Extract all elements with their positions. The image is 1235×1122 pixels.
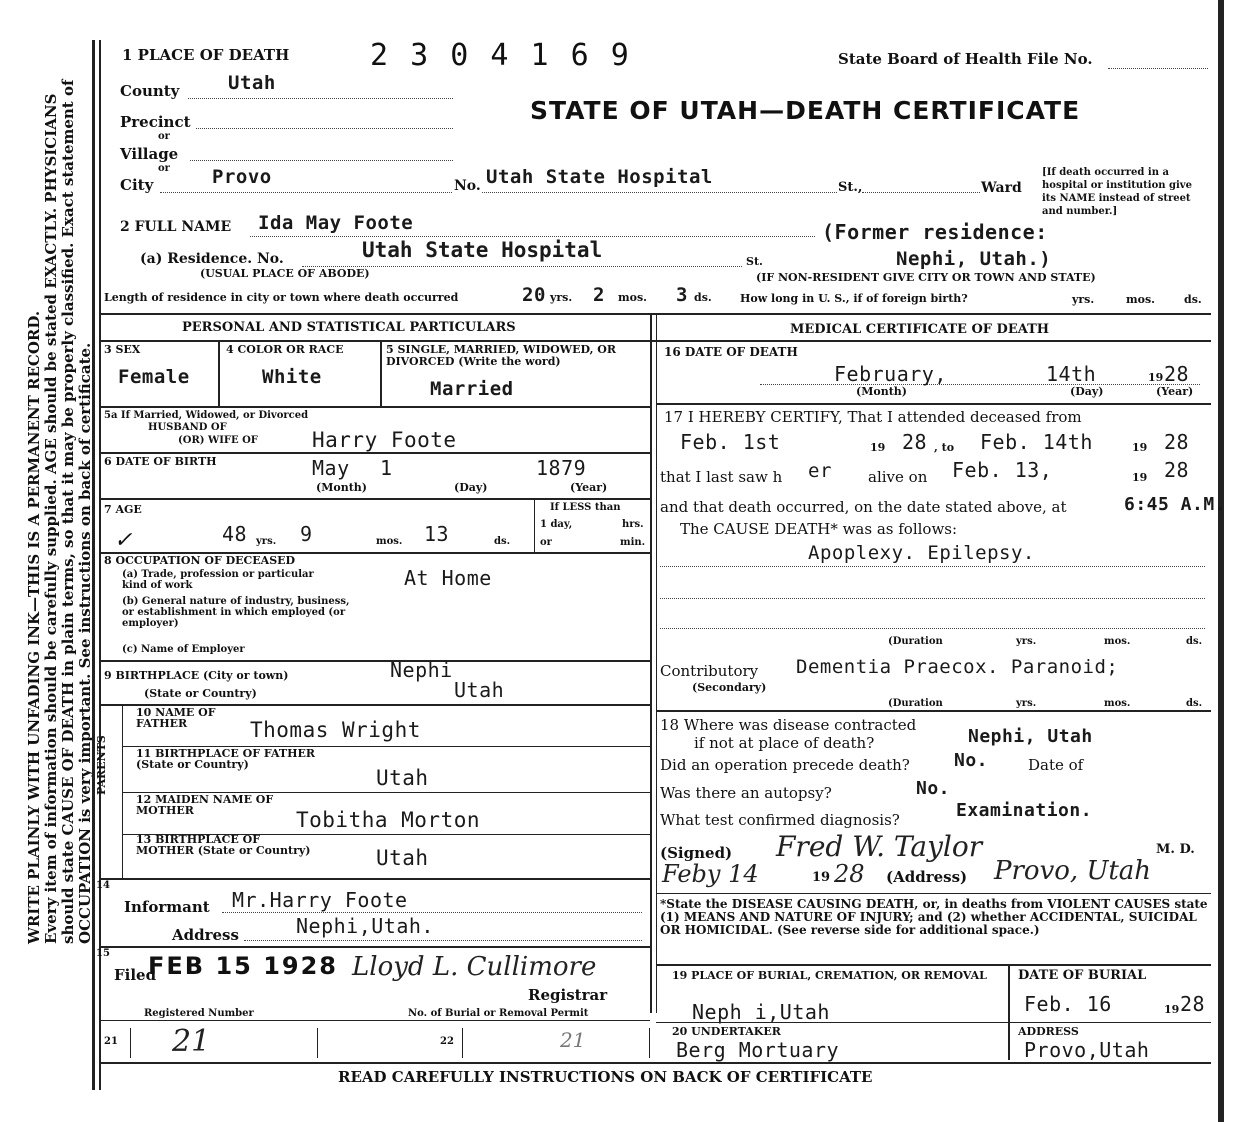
attended-to-date: Feb. 14th — [980, 430, 1093, 454]
birthplace-state-label: (State or Country) — [144, 687, 257, 700]
birthplace-label: 9 BIRTHPLACE (City or town) — [104, 669, 289, 682]
min-label: min. — [620, 537, 646, 548]
date-of-label: Date of — [1028, 756, 1084, 774]
age-ds-label: ds. — [494, 536, 511, 547]
contributory-value: Dementia Praecox. Paranoid; — [796, 656, 1119, 678]
color-value: White — [262, 366, 322, 388]
registrar-label: Registrar — [528, 986, 608, 1004]
autopsy-value: No. — [916, 778, 951, 799]
test-value: Examination. — [956, 800, 1093, 821]
mother-birthplace: Utah — [376, 846, 429, 870]
city-value: Provo — [212, 166, 272, 188]
village-label: Village — [120, 145, 179, 163]
undertaker-label: 20 UNDERTAKER — [672, 1025, 781, 1038]
duration-mos-1: mos. — [1104, 636, 1131, 647]
permit-index: 22 — [440, 1036, 454, 1047]
usual-abode-label: (USUAL PLACE OF ABODE) — [200, 267, 370, 280]
medical-section-header: MEDICAL CERTIFICATE OF DEATH — [790, 322, 1050, 337]
duration-ds-1: ds. — [1186, 636, 1203, 647]
or-min-label: or — [540, 537, 552, 548]
length-yrs-label: yrs. — [550, 291, 573, 304]
side-line-3: should state CAUSE OF DEATH in plain terms, so that it may be properly classified. Exact statement of — [59, 79, 77, 944]
hrs-label: hrs. — [622, 519, 644, 530]
burial-date: Feb. 16 — [1024, 992, 1112, 1016]
undertaker-address: Provo,Utah — [1024, 1038, 1150, 1062]
occupation-c-label: (c) Name of Employer — [122, 644, 245, 655]
certificate-title: STATE OF UTAH—DEATH CERTIFICATE — [530, 96, 1081, 125]
sex-label: 3 SEX — [104, 343, 141, 356]
ward-note: [If death occurred in a hospital or institution give its NAME instead of street and number.] — [1042, 167, 1192, 217]
undertaker-address-label: ADDRESS — [1018, 1025, 1079, 1038]
informant-value: Mr.Harry Foote — [232, 888, 408, 912]
spouse-label-2: HUSBAND OF — [148, 422, 227, 433]
last-saw-year-prefix: 19 — [1132, 471, 1148, 484]
dob-day-label: (Day) — [454, 481, 488, 494]
precinct-label: Precinct — [120, 113, 191, 131]
sig-address-value: Provo, Utah — [994, 856, 1152, 886]
duration-yrs-2: yrs. — [1016, 698, 1037, 709]
form-border-left — [92, 40, 95, 1090]
personal-section-header: PERSONAL AND STATISTICAL PARTICULARS — [182, 320, 516, 335]
disease-contracted-label-2: if not at place of death? — [694, 734, 875, 752]
mother-birthplace-label: 13 BIRTHPLACE OF MOTHER (State or Country) — [136, 833, 311, 857]
signed-year-prefix: 19 — [812, 870, 831, 885]
father-name-label: 10 NAME OF FATHER — [136, 706, 216, 730]
death-month: February, — [834, 362, 947, 386]
file-no-label: State Board of Health File No. — [838, 50, 1093, 68]
sex-value: Female — [118, 366, 190, 388]
cause-value: Apoplexy. Epilepsy. — [808, 542, 1035, 564]
filed-label: Filed — [114, 966, 157, 984]
dob-year: 1879 — [536, 456, 587, 480]
death-occurred-label: and that death occurred, on the date stated above, at — [660, 498, 1067, 516]
st-label: St., — [838, 180, 863, 195]
side-line-4: OCCUPATION is very important. See instructions on back of certificate. — [76, 342, 94, 944]
side-instructions — [25, 79, 94, 944]
burial-permit-label: No. of Burial or Removal Permit — [408, 1008, 589, 1019]
death-month-label: (Month) — [856, 385, 907, 398]
burial-date-label: DATE OF BURIAL — [1018, 968, 1147, 983]
filed-number: 15 — [96, 948, 110, 959]
registered-number-value: 21 — [172, 1024, 211, 1059]
informant-address: Nephi,Utah. — [296, 914, 434, 938]
md-label: M. D. — [1156, 842, 1195, 857]
signed-label: (Signed) — [660, 844, 733, 862]
operation-value: No. — [954, 750, 989, 771]
duration-ds-2: ds. — [1186, 698, 1203, 709]
duration-label-1: (Duration — [888, 636, 943, 647]
non-resident-label: (IF NON-RESIDENT GIVE CITY OR TOWN AND STATE) — [756, 271, 1096, 284]
form-border-right — [1218, 0, 1224, 1122]
place-of-death-label: 1 PLACE OF DEATH — [122, 46, 290, 64]
residence-value: Utah State Hospital — [362, 238, 603, 262]
color-label: 4 COLOR OR RACE — [226, 343, 344, 356]
age-ds-value: 13 — [424, 522, 450, 546]
age-yrs-value: 48 — [222, 522, 248, 546]
address-label: Address — [172, 926, 239, 944]
attended-to-year: 28 — [1164, 430, 1190, 454]
father-name: Thomas Wright — [250, 718, 421, 742]
length-mos-label: mos. — [618, 291, 647, 304]
city-label: City — [120, 176, 154, 194]
burial-place-value: Neph i,Utah — [692, 1000, 830, 1024]
footer-instructions: READ CAREFULLY INSTRUCTIONS ON BACK OF CERTIFICATE — [338, 1068, 873, 1086]
occupation-b-label: (b) General nature of industry, business, or establishment in which employed (or employer) — [122, 596, 350, 629]
residence-st-label: St. — [746, 255, 763, 268]
county-label: County — [120, 82, 180, 100]
dob-day: 1 — [380, 456, 393, 480]
duration-mos-2: mos. — [1104, 698, 1131, 709]
sig-address-label: (Address) — [886, 868, 968, 886]
to-year-prefix: 19 — [1132, 441, 1148, 454]
dob-month-label: (Month) — [316, 481, 367, 494]
burial-place-label: 19 PLACE OF BURIAL, CREMATION, OR REMOVAL — [672, 969, 987, 982]
dob-month: May — [312, 456, 350, 480]
from-year-prefix: 19 — [870, 441, 886, 454]
informant-label: Informant — [124, 898, 210, 916]
death-year-label: (Year) — [1156, 385, 1194, 398]
birthplace-state: Utah — [454, 678, 505, 702]
spouse-value: Harry Foote — [312, 428, 457, 452]
permit-box — [462, 1028, 650, 1058]
death-time: 6:45 A.M. — [1124, 494, 1227, 515]
ward-label: Ward — [981, 180, 1022, 196]
parents-label: PARENTS — [95, 735, 108, 795]
last-saw-year: 28 — [1164, 458, 1190, 482]
dob-label: 6 DATE OF BIRTH — [104, 455, 217, 468]
former-city-value: Nephi, Utah.) — [896, 248, 1052, 270]
institution-value: Utah State Hospital — [486, 166, 713, 188]
burial-year: 28 — [1180, 992, 1206, 1016]
to-label: , to — [934, 441, 955, 454]
side-line-1: WRITE PLAINLY WITH UNFADING INK—THIS IS A PERMANENT RECORD. — [25, 310, 43, 944]
no-label: No. — [454, 178, 481, 194]
last-saw-pronoun: er — [808, 460, 832, 482]
age-mos-value: 9 — [300, 522, 313, 546]
length-yrs-value: 20 — [522, 284, 546, 306]
cause-label: The CAUSE DEATH* was as follows: — [680, 520, 958, 538]
physician-signature: Fred W. Taylor — [776, 830, 983, 863]
death-year: 28 — [1164, 362, 1190, 386]
disease-contracted-value: Nephi, Utah — [968, 726, 1093, 747]
death-day: 14th — [1046, 362, 1097, 386]
occupation-value: At Home — [404, 566, 492, 590]
spouse-label-1: 5a If Married, Widowed, or Divorced — [104, 410, 309, 421]
foreign-birth-label: How long in U. S., if of foreign birth? — [740, 292, 968, 305]
former-residence-label: (Former residence: — [822, 220, 1048, 244]
last-saw-date: Feb. 13, — [952, 458, 1053, 482]
autopsy-label: Was there an autopsy? — [660, 784, 832, 802]
date-of-death-label: 16 DATE OF DEATH — [664, 345, 798, 359]
length-ds-value: 3 — [676, 284, 688, 306]
foreign-mos-label: mos. — [1126, 293, 1155, 306]
full-name-label: 2 FULL NAME — [120, 219, 232, 235]
occupation-a-label: (a) Trade, profession or particular kind of work — [122, 569, 314, 591]
age-checkmark: ✓ — [114, 528, 133, 553]
county-value: Utah — [228, 72, 276, 94]
disease-contracted-label-1: 18 Where was disease contracted — [660, 716, 917, 734]
foreign-ds-label: ds. — [1184, 293, 1202, 306]
less-than-label: If LESS than — [550, 502, 621, 513]
age-mos-label: mos. — [376, 536, 403, 547]
occupation-label: 8 OCCUPATION OF DECEASED — [104, 554, 296, 567]
operation-label: Did an operation precede death? — [660, 756, 910, 774]
one-day-label: 1 day, — [540, 519, 573, 530]
father-birthplace-label: 11 BIRTHPLACE OF FATHER (State or Country) — [136, 747, 316, 771]
length-residence-label: Length of residence in city or town where death occurred — [104, 291, 459, 304]
certify-text: 17 I HEREBY CERTIFY, That I attended deceased from — [664, 408, 1082, 426]
registrar-signature: Lloyd L. Cullimore — [352, 952, 597, 982]
duration-yrs-1: yrs. — [1016, 636, 1037, 647]
duration-label-2: (Duration — [888, 698, 943, 709]
informant-number: 14 — [96, 880, 110, 891]
or-label-1: or — [158, 131, 170, 142]
death-day-label: (Day) — [1070, 385, 1104, 398]
length-mos-value: 2 — [593, 284, 605, 306]
length-ds-label: ds. — [694, 291, 712, 304]
test-label: What test confirmed diagnosis? — [660, 811, 900, 829]
reg-number-box — [130, 1028, 318, 1058]
form-border-left-inner — [99, 40, 101, 1090]
age-label: 7 AGE — [104, 503, 142, 516]
father-birthplace: Utah — [376, 766, 429, 790]
secondary-label: (Secondary) — [692, 681, 767, 694]
or-label-2: or — [158, 163, 170, 174]
burial-year-prefix: 19 — [1164, 1003, 1180, 1016]
marital-value: Married — [430, 378, 514, 400]
full-name-value: Ida May Foote — [258, 212, 414, 234]
death-year-prefix: 19 — [1148, 371, 1164, 384]
mother-name-label: 12 MAIDEN NAME OF MOTHER — [136, 793, 274, 817]
reg-number-index: 21 — [104, 1036, 118, 1047]
marital-label: 5 SINGLE, MARRIED, WIDOWED, OR DIVORCED (Write the word) — [386, 343, 617, 368]
age-yrs-label: yrs. — [256, 536, 277, 547]
signed-year: 28 — [834, 860, 865, 888]
residence-label: (a) Residence. No. — [140, 251, 284, 267]
center-divider — [650, 313, 652, 1013]
alive-label: alive on — [868, 468, 928, 486]
attended-from-date: Feb. 1st — [680, 430, 781, 454]
side-line-2: Every item of information should be carefully supplied. AGE should be stated EXACTLY. PHYSICIANS — [42, 93, 60, 944]
last-saw-label: that I last saw h — [660, 468, 783, 486]
attended-from-year: 28 — [902, 430, 928, 454]
cause-footnote: *State the DISEASE CAUSING DEATH, or, in deaths from VIOLENT CAUSES state (1) MEANS AND NATURE OF INJURY; and (2) whether ACCIDENTAL, SUICIDAL OR HOMICIDAL. (See reverse side for additional space.) — [660, 897, 1208, 937]
dob-year-label: (Year) — [570, 481, 608, 494]
birthplace-city: Nephi — [390, 658, 453, 682]
signed-date: Feby 14 — [662, 860, 759, 888]
contributory-label: Contributory — [660, 662, 759, 680]
foreign-yrs-label: yrs. — [1072, 293, 1095, 306]
certificate-number: 2 3 0 4 1 6 9 — [370, 38, 631, 73]
registered-number-label: Registered Number — [144, 1008, 254, 1019]
mother-name: Tobitha Morton — [296, 808, 481, 832]
undertaker-value: Berg Mortuary — [676, 1038, 840, 1062]
filed-date-stamp: FEB 15 1928 — [148, 952, 338, 980]
permit-number-value: 21 — [560, 1028, 586, 1052]
spouse-label-3: (OR) WIFE OF — [178, 435, 258, 446]
